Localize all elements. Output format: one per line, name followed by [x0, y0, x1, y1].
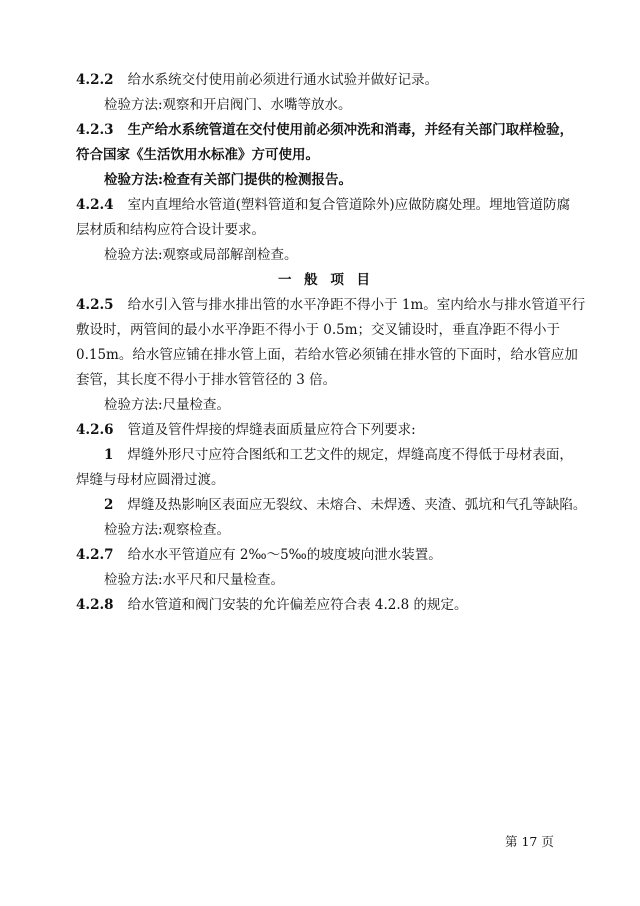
clause-text: 给水系统交付使用前必须进行通水试验并做好记录。 [127, 72, 439, 88]
item-text: 焊缝外形尺寸应符合图纸和工艺文件的规定，焊缝高度不得低于母材表面， [127, 447, 573, 463]
clause-number: 4.2.4 [76, 197, 114, 213]
inspection-method: 检验方法:观察检查。 [104, 522, 231, 538]
clause-text-continued: 层材质和结构应符合设计要求。 [76, 222, 265, 238]
clause-4-2-3 [76, 118, 576, 143]
clause-number: 4.2.8 [76, 597, 114, 613]
clause-text: 给水管道和阀门安装的允许偏差应符合表 4.2.8 的规定。 [127, 597, 468, 613]
page-number: 第 17 页 [505, 834, 554, 849]
inspection-method: 检验方法:检查有关部门提供的检测报告。 [104, 172, 352, 188]
list-item-1 [76, 443, 576, 468]
item-text-continued: 焊缝与母材应圆滑过渡。 [76, 472, 225, 488]
clause-text: 生产给水系统管道在交付使用前必须冲洗和消毒，并经有关部门取样检验， [127, 122, 574, 138]
clause-text: 给水水平管道应有 2‰～5‰的坡度坡向泄水装置。 [127, 547, 442, 563]
clause-text: 给水引入管与排水排出管的水平净距不得小于 1m。室内给水与排水管道平行 [127, 297, 586, 313]
clause-number: 4.2.5 [76, 297, 114, 313]
clause-number: 4.2.2 [76, 72, 114, 88]
document-body [76, 68, 587, 618]
list-item-2 [76, 493, 587, 518]
item-number: 2 [104, 497, 114, 513]
clause-text-continued: 符合国家《生活饮用水标准》方可使用。 [76, 147, 319, 163]
inspection-method: 检验方法:观察或局部解剖检查。 [104, 247, 298, 263]
inspection-method: 检验方法:水平尺和尺量检查。 [104, 572, 285, 588]
item-text: 焊缝及热影响区表面应无裂纹、未熔合、未焊透、夹渣、弧坑和气孔等缺陷。 [127, 497, 587, 513]
clause-text-continued: 敷设时，两管间的最小水平净距不得小于 0.5m；交叉铺设时，垂直净距不得小于 [76, 322, 561, 338]
clause-text-continued: 套管，其长度不得小于排水管管径的 3 倍。 [76, 372, 337, 388]
clause-number: 4.2.7 [76, 547, 114, 563]
clause-text: 室内直埋给水管道(塑料管道和复合管道除外)应做防腐处理。埋地管道防腐 [127, 197, 571, 213]
clause-4-2-6 [76, 418, 576, 443]
clause-4-2-8 [76, 593, 576, 618]
clause-text: 管道及管件焊接的焊缝表面质量应符合下列要求: [127, 422, 416, 438]
item-number: 1 [104, 447, 114, 463]
inspection-method: 检验方法:观察和开启阀门、水嘴等放水。 [104, 97, 352, 113]
clause-text-continued: 0.15m。给水管应铺在排水管上面，若给水管必须铺在排水管的下面时，给水管应加 [76, 347, 578, 363]
clause-4-2-7 [76, 543, 576, 568]
inspection-method: 检验方法:尺量检查。 [104, 397, 231, 413]
section-title: 一 般 项 目 [277, 272, 375, 288]
clause-4-2-2 [76, 68, 576, 93]
clause-number: 4.2.3 [76, 122, 114, 138]
clause-number: 4.2.6 [76, 422, 114, 438]
clause-4-2-4 [76, 193, 576, 218]
clause-4-2-5 [76, 293, 586, 318]
